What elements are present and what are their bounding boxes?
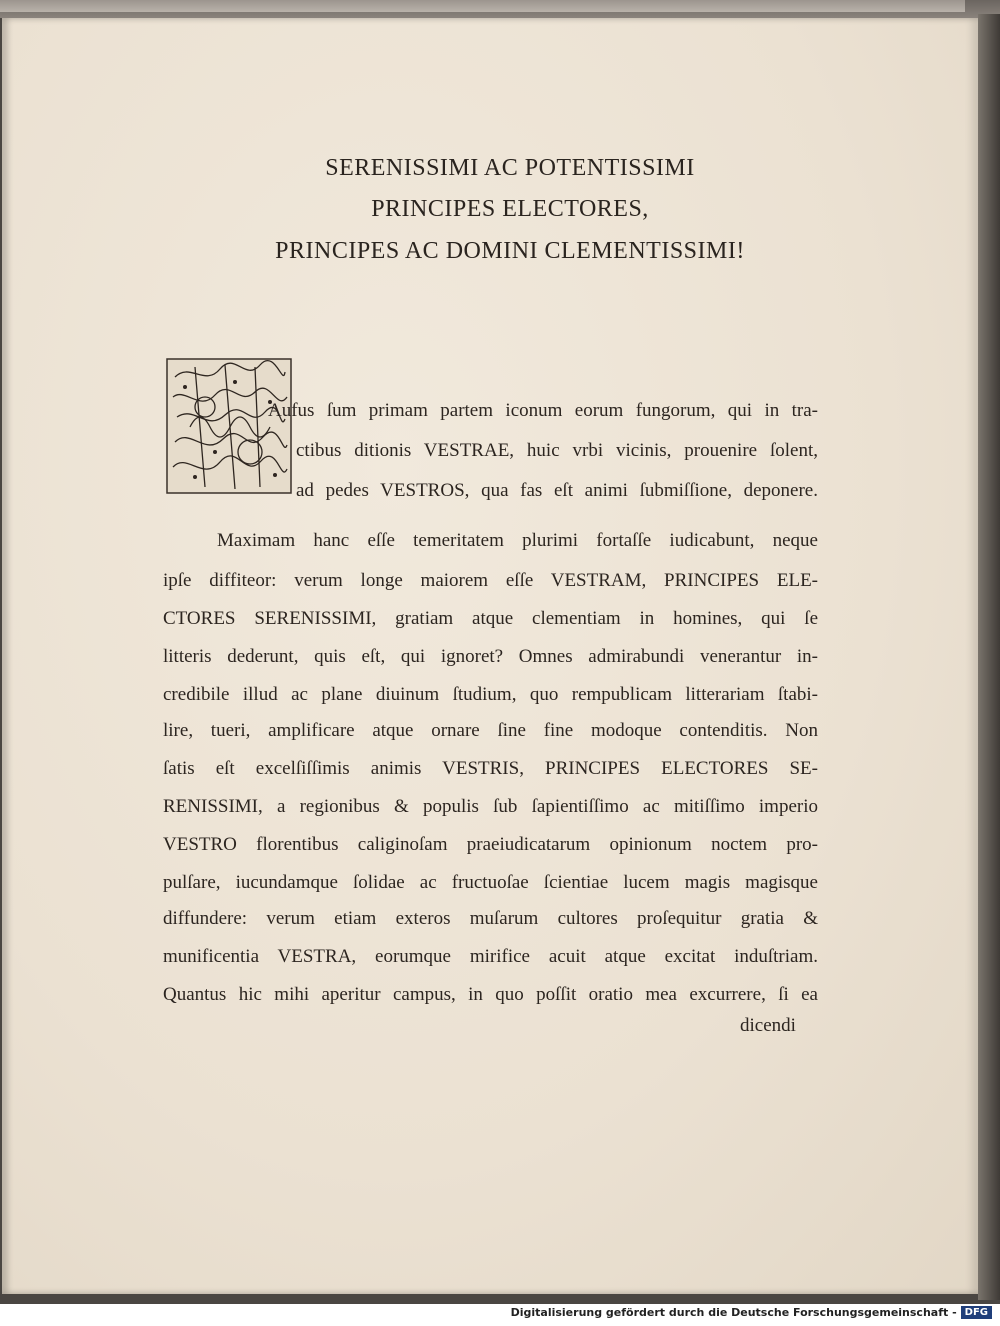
digitization-credit xyxy=(511,1306,992,1319)
heading-line-3: PRINCIPES AC DOMINI CLEMENTISSIMI! xyxy=(275,238,745,264)
paragraph1-line-3: ad pedes VESTROS, qua fas eſt animi ſubmiſſione, deponere. xyxy=(296,480,818,501)
heading-line-2: PRINCIPES ELECTORES, xyxy=(371,196,649,222)
paragraph1-line-1: Aufus ſum primam partem iconum eorum fungorum, qui in tra- xyxy=(268,400,818,421)
paragraph2-line: munificentia VESTRA, eorumque mirifice acuit atque excitat induſtriam. xyxy=(163,946,818,967)
decorated-initial-a xyxy=(165,357,293,495)
paragraph2-line: CTORES SERENISSIMI, gratiam atque clementiam in homines, qui ſe xyxy=(163,608,818,629)
credit-text: Digitalisierung gefördert durch die Deutsche Forschungsgemeinschaft - xyxy=(510,1306,957,1319)
paragraph2-line: pulſare, iucundamque ſolidae ac fructuoſae ſcientiae lucem magis magisque xyxy=(163,872,818,893)
paragraph2-line: diffundere: verum etiam exteros muſarum cultores proſequitur gratia & xyxy=(163,908,818,929)
paragraph2-line: credibile illud ac plane diuinum ſtudium, quo rempublicam litterariam ſtabi- xyxy=(163,684,818,705)
top-strip xyxy=(0,0,965,12)
paragraph2-line: Quantus hic mihi aperitur campus, in quo poſſit oratio mea excurrere, ſi ea xyxy=(163,984,818,1005)
paragraph2-line: litteris dederunt, quis eſt, qui ignoret? Omnes admirabundi venerantur in- xyxy=(163,646,818,667)
paragraph2-line: ipſe diffiteor: verum longe maiorem eſſe VESTRAM, PRINCIPES ELE- xyxy=(163,570,818,591)
top-edge xyxy=(0,0,1000,18)
paragraph2-line: RENISSIMI, a regionibus & populis ſub ſapientiſſimo ac mitiſſimo imperio xyxy=(163,796,818,817)
paragraph1-line-2: ctibus ditionis VESTRAE, huic vrbi vicinis, prouenire ſolent, xyxy=(296,440,818,461)
right-page-edge xyxy=(978,14,1000,1300)
paragraph2-line: ſatis eſt excelſiſſimis animis VESTRIS, PRINCIPES ELECTORES SE- xyxy=(163,758,818,779)
catchword: dicendi xyxy=(740,1015,796,1036)
dfg-logo: DFG xyxy=(961,1306,992,1319)
paragraph2-line: VESTRO florentibus caliginoſam praeiudicatarum opinionum noctem pro- xyxy=(163,834,818,855)
paragraph2-first-line: Maximam hanc eſſe temeritatem plurimi fortaſſe iudicabunt, neque xyxy=(217,530,818,551)
paragraph2-line: lire, tueri, amplificare atque ornare ſine fine modoque contenditis. Non xyxy=(163,720,818,741)
heading-line-1: SERENISSIMI AC POTENTISSIMI xyxy=(325,155,695,181)
